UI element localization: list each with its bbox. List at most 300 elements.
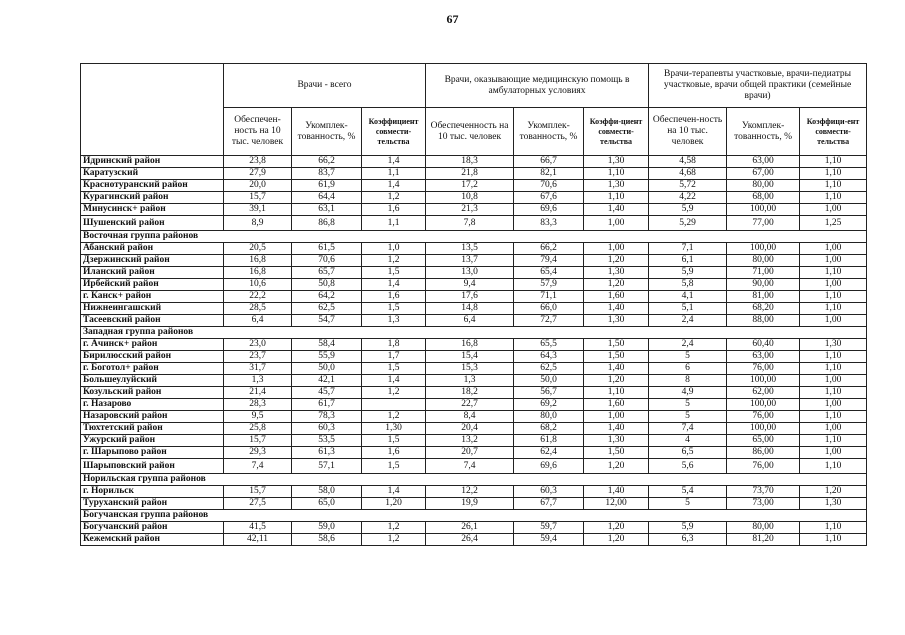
table-cell: 61,7	[292, 399, 362, 411]
section-label: Норильская группа районов	[81, 474, 867, 486]
section-label: Восточная группа районов	[81, 231, 867, 243]
table-cell: 10,8	[426, 192, 514, 204]
table-cell: 1,40	[584, 423, 649, 435]
table-cell: 1,10	[800, 267, 867, 279]
subheader-coefficient: Коэффициент совмести-тельства	[362, 108, 426, 156]
table-cell: 22,7	[426, 399, 514, 411]
table-cell: 1,10	[800, 303, 867, 315]
table-cell: 50,0	[514, 375, 584, 387]
table-cell: 63,1	[292, 204, 362, 216]
table-cell: 4,22	[649, 192, 727, 204]
table-row	[81, 168, 867, 180]
region-name: Краснотуранский район	[81, 180, 224, 192]
table-cell: 26,4	[426, 534, 514, 546]
table-cell: 1,10	[800, 168, 867, 180]
table-cell: 5,1	[649, 303, 727, 315]
region-name: г. Боготол+ район	[81, 363, 224, 375]
table-row	[81, 180, 867, 192]
table-cell: 1,4	[362, 486, 426, 498]
table-cell: 64,2	[292, 291, 362, 303]
table-cell: 1,5	[362, 303, 426, 315]
table-cell: 1,00	[800, 243, 867, 255]
table-cell: 1,10	[800, 435, 867, 447]
table-cell: 66,2	[292, 156, 362, 168]
table-cell: 76,00	[727, 459, 800, 474]
subheader-coefficient: Коэффи-циент совмести-тельства	[584, 108, 649, 156]
subheader-staffing: Укомплек-тованность, %	[292, 108, 362, 156]
table-cell: 1,20	[584, 459, 649, 474]
table-cell: 1,2	[362, 192, 426, 204]
physicians-table	[80, 63, 867, 546]
table-cell: 20,0	[224, 180, 292, 192]
table-cell: 62,00	[727, 387, 800, 399]
table-cell: 1,50	[584, 351, 649, 363]
table-cell: 4	[649, 435, 727, 447]
table-cell: 5,4	[649, 486, 727, 498]
table-cell: 80,00	[727, 180, 800, 192]
region-name: Ирбейский район	[81, 279, 224, 291]
table-cell: 1,20	[584, 375, 649, 387]
table-cell: 59,0	[292, 522, 362, 534]
table-cell: 1,2	[362, 411, 426, 423]
table-cell: 1,50	[584, 447, 649, 459]
table-cell: 67,6	[514, 192, 584, 204]
table-row	[81, 363, 867, 375]
section-row	[81, 327, 867, 339]
table-cell: 41,5	[224, 522, 292, 534]
table-row	[81, 339, 867, 351]
table-cell: 6,4	[426, 315, 514, 327]
table-cell: 53,5	[292, 435, 362, 447]
table-cell: 1,3	[426, 375, 514, 387]
table-cell: 78,3	[292, 411, 362, 423]
table-cell: 100,00	[727, 243, 800, 255]
table-cell: 1,10	[800, 291, 867, 303]
subheader-provision: Обеспечен-ность на 10 тыс. человек	[224, 108, 292, 156]
table-cell: 1,20	[584, 522, 649, 534]
table-cell: 80,00	[727, 255, 800, 267]
table-cell: 1,2	[362, 255, 426, 267]
table-row	[81, 267, 867, 279]
table-cell: 1,10	[584, 387, 649, 399]
table-cell: 1,20	[584, 279, 649, 291]
table-cell: 80,0	[514, 411, 584, 423]
table-cell: 12,2	[426, 486, 514, 498]
table-cell: 80,00	[727, 522, 800, 534]
table-cell: 61,9	[292, 180, 362, 192]
region-name: г. Норильск	[81, 486, 224, 498]
table-cell: 59,7	[514, 522, 584, 534]
table-cell: 13,7	[426, 255, 514, 267]
table-cell: 1,00	[584, 411, 649, 423]
table-row	[81, 399, 867, 411]
region-name: Иланский район	[81, 267, 224, 279]
table-cell: 31,7	[224, 363, 292, 375]
table-cell: 1,30	[584, 267, 649, 279]
table-cell: 1,40	[584, 204, 649, 216]
table-cell: 1,2	[362, 387, 426, 399]
table-cell: 5,29	[649, 216, 727, 231]
table-cell: 66,2	[514, 243, 584, 255]
table-cell: 18,2	[426, 387, 514, 399]
table-cell: 50,8	[292, 279, 362, 291]
table-cell: 55,9	[292, 351, 362, 363]
table-cell: 1,30	[584, 315, 649, 327]
table-cell: 59,4	[514, 534, 584, 546]
table-row	[81, 291, 867, 303]
table-cell: 57,1	[292, 459, 362, 474]
region-name: Большеулуйский	[81, 375, 224, 387]
table-cell: 16,8	[224, 255, 292, 267]
table-cell: 29,3	[224, 447, 292, 459]
table-row	[81, 447, 867, 459]
table-row	[81, 315, 867, 327]
table-cell: 7,4	[649, 423, 727, 435]
region-name: Минусинск+ район	[81, 204, 224, 216]
table-cell: 68,00	[727, 192, 800, 204]
table-cell: 1,5	[362, 459, 426, 474]
table-cell: 58,6	[292, 534, 362, 546]
table-cell: 64,3	[514, 351, 584, 363]
table-cell: 65,5	[514, 339, 584, 351]
table-cell: 1,20	[362, 498, 426, 510]
table-cell: 90,00	[727, 279, 800, 291]
table-cell: 13,5	[426, 243, 514, 255]
table-cell: 1,0	[362, 243, 426, 255]
table-cell: 69,6	[514, 204, 584, 216]
table-cell: 83,7	[292, 168, 362, 180]
table-cell: 57,9	[514, 279, 584, 291]
subheader-staffing: Укомплек-тованность, %	[727, 108, 800, 156]
table-cell: 8,9	[224, 216, 292, 231]
table-cell: 1,40	[584, 303, 649, 315]
table-cell: 1,00	[800, 375, 867, 387]
table-cell: 62,5	[292, 303, 362, 315]
table-row	[81, 255, 867, 267]
region-name: г. Канск+ район	[81, 291, 224, 303]
table-cell: 1,10	[800, 192, 867, 204]
table-cell: 65,0	[292, 498, 362, 510]
table-cell: 83,3	[514, 216, 584, 231]
table-cell: 1,10	[800, 534, 867, 546]
table-row	[81, 243, 867, 255]
region-name: Идринский район	[81, 156, 224, 168]
table-cell: 70,6	[514, 180, 584, 192]
table-cell: 8	[649, 375, 727, 387]
table-cell: 1,30	[800, 498, 867, 510]
table-cell: 1,5	[362, 435, 426, 447]
table-cell: 1,10	[584, 192, 649, 204]
table-cell: 68,2	[514, 423, 584, 435]
section-label: Западная группа районов	[81, 327, 867, 339]
table-cell: 10,6	[224, 279, 292, 291]
table-cell: 17,2	[426, 180, 514, 192]
table-cell: 6,5	[649, 447, 727, 459]
table-cell: 1,60	[584, 399, 649, 411]
table-cell: 27,5	[224, 498, 292, 510]
region-name: Ужурский район	[81, 435, 224, 447]
table-cell: 67,00	[727, 168, 800, 180]
table-cell: 1,5	[362, 363, 426, 375]
table-cell: 19,9	[426, 498, 514, 510]
table-row	[81, 534, 867, 546]
table-cell: 6,4	[224, 315, 292, 327]
table-cell: 88,00	[727, 315, 800, 327]
table-cell: 23,0	[224, 339, 292, 351]
table-cell: 54,7	[292, 315, 362, 327]
table-cell: 16,8	[224, 267, 292, 279]
table-cell: 5,72	[649, 180, 727, 192]
table-row	[81, 303, 867, 315]
table-cell: 5,8	[649, 279, 727, 291]
table-cell: 6,3	[649, 534, 727, 546]
table-cell: 1,10	[800, 363, 867, 375]
table-cell: 77,00	[727, 216, 800, 231]
table-cell: 15,7	[224, 486, 292, 498]
subheader-staffing: Укомплек-тованность, %	[514, 108, 584, 156]
table-cell: 100,00	[727, 399, 800, 411]
table-cell: 13,0	[426, 267, 514, 279]
table-cell: 1,30	[362, 423, 426, 435]
table-cell: 7,4	[426, 459, 514, 474]
table-cell: 70,6	[292, 255, 362, 267]
region-header	[81, 64, 224, 156]
table-cell: 15,7	[224, 192, 292, 204]
table-cell: 7,1	[649, 243, 727, 255]
table-cell: 1,20	[584, 534, 649, 546]
table-cell: 39,1	[224, 204, 292, 216]
table-cell: 1,10	[800, 459, 867, 474]
table-cell: 60,3	[292, 423, 362, 435]
table-cell: 1,10	[800, 156, 867, 168]
table-cell: 1,40	[584, 363, 649, 375]
table-cell: 71,00	[727, 267, 800, 279]
region-name: Козульский район	[81, 387, 224, 399]
table-cell: 1,00	[800, 399, 867, 411]
table-cell: 1,00	[800, 315, 867, 327]
table-cell: 76,00	[727, 363, 800, 375]
table-cell: 1,00	[584, 216, 649, 231]
table-cell: 1,6	[362, 291, 426, 303]
region-name: Богучанский район	[81, 522, 224, 534]
region-name: Нижнеингашский	[81, 303, 224, 315]
table-cell: 27,9	[224, 168, 292, 180]
table-cell: 1,00	[800, 279, 867, 291]
table-cell: 1,00	[800, 204, 867, 216]
subheader-coefficient: Коэффици-ент совмести-тельства	[800, 108, 867, 156]
table-cell: 15,7	[224, 435, 292, 447]
table-cell: 1,30	[800, 339, 867, 351]
table-cell: 21,3	[426, 204, 514, 216]
table-row	[81, 279, 867, 291]
table-cell: 60,3	[514, 486, 584, 498]
table-cell: 14,8	[426, 303, 514, 315]
table-cell: 1,2	[362, 522, 426, 534]
region-name: г. Ачинск+ район	[81, 339, 224, 351]
table-cell: 5	[649, 351, 727, 363]
table-cell: 5	[649, 411, 727, 423]
table-cell: 5	[649, 399, 727, 411]
table-cell: 7,8	[426, 216, 514, 231]
table-row	[81, 192, 867, 204]
table-cell: 15,4	[426, 351, 514, 363]
table-cell: 2,4	[649, 339, 727, 351]
table-cell: 1,10	[800, 522, 867, 534]
table-cell: 1,00	[800, 255, 867, 267]
section-row	[81, 231, 867, 243]
page-number: 67	[446, 12, 459, 26]
table-cell: 76,00	[727, 411, 800, 423]
table-row	[81, 204, 867, 216]
table-cell: 4,1	[649, 291, 727, 303]
table-cell: 20,5	[224, 243, 292, 255]
table-cell: 15,3	[426, 363, 514, 375]
table-row	[81, 498, 867, 510]
table-cell: 1,00	[800, 447, 867, 459]
table-cell: 5,6	[649, 459, 727, 474]
table-cell: 65,7	[292, 267, 362, 279]
table-cell: 58,4	[292, 339, 362, 351]
table-body	[81, 156, 867, 546]
table-cell: 4,68	[649, 168, 727, 180]
region-name: Тюхтетский район	[81, 423, 224, 435]
section-row	[81, 474, 867, 486]
table-cell: 5,9	[649, 522, 727, 534]
table-cell: 82,1	[514, 168, 584, 180]
table-cell: 1,8	[362, 339, 426, 351]
table-cell: 21,4	[224, 387, 292, 399]
region-name: Шушенский район	[81, 216, 224, 231]
table-cell: 5	[649, 498, 727, 510]
table-cell: 1,00	[584, 243, 649, 255]
table-cell: 1,30	[584, 180, 649, 192]
table-cell: 12,00	[584, 498, 649, 510]
table-cell: 1,3	[224, 375, 292, 387]
table-cell: 68,20	[727, 303, 800, 315]
table-cell: 1,00	[800, 423, 867, 435]
table-cell: 65,4	[514, 267, 584, 279]
table-cell: 65,00	[727, 435, 800, 447]
table-cell: 5,9	[649, 267, 727, 279]
region-name: Кежемский район	[81, 534, 224, 546]
table-cell: 73,70	[727, 486, 800, 498]
table-cell: 69,6	[514, 459, 584, 474]
table-cell: 1,2	[362, 534, 426, 546]
region-name: Шарыповский район	[81, 459, 224, 474]
table-cell: 23,7	[224, 351, 292, 363]
table-row	[81, 351, 867, 363]
table-cell: 79,4	[514, 255, 584, 267]
table-cell: 16,8	[426, 339, 514, 351]
table-cell: 22,2	[224, 291, 292, 303]
table-cell: 63,00	[727, 351, 800, 363]
table-cell: 1,4	[362, 375, 426, 387]
table-cell: 1,10	[800, 351, 867, 363]
table-cell: 9,4	[426, 279, 514, 291]
table-row	[81, 459, 867, 474]
table-cell: 1,4	[362, 156, 426, 168]
table-cell: 1,60	[584, 291, 649, 303]
table-cell: 1,6	[362, 447, 426, 459]
table-cell: 61,3	[292, 447, 362, 459]
table-cell: 25,8	[224, 423, 292, 435]
table-cell: 100,00	[727, 375, 800, 387]
region-name: Назаровский район	[81, 411, 224, 423]
region-name: Каратузский	[81, 168, 224, 180]
table-cell: 17,6	[426, 291, 514, 303]
group-header-district-therapists: Врачи-терапевты участковые, врачи-педиатры участковые, врачи общей практики (семейные врачи)	[649, 64, 867, 108]
table-cell: 1,30	[584, 156, 649, 168]
section-row	[81, 510, 867, 522]
table-cell: 6	[649, 363, 727, 375]
table-cell	[362, 399, 426, 411]
region-name: г. Назарово	[81, 399, 224, 411]
table-row	[81, 156, 867, 168]
table-cell: 1,4	[362, 180, 426, 192]
table-cell: 42,1	[292, 375, 362, 387]
table-row	[81, 375, 867, 387]
table-cell: 7,4	[224, 459, 292, 474]
table-row	[81, 387, 867, 399]
table-cell: 1,5	[362, 267, 426, 279]
table-cell: 45,7	[292, 387, 362, 399]
table-cell: 28,3	[224, 399, 292, 411]
table-cell: 28,5	[224, 303, 292, 315]
table-cell: 81,20	[727, 534, 800, 546]
table-cell: 67,7	[514, 498, 584, 510]
table-cell: 62,4	[514, 447, 584, 459]
table-cell: 13,2	[426, 435, 514, 447]
table-cell: 58,0	[292, 486, 362, 498]
table-cell: 1,10	[800, 180, 867, 192]
table-row	[81, 486, 867, 498]
table-row	[81, 435, 867, 447]
table-cell: 56,7	[514, 387, 584, 399]
table-cell: 66,7	[514, 156, 584, 168]
table-cell: 9,5	[224, 411, 292, 423]
region-name: Дзержинский район	[81, 255, 224, 267]
table-cell: 4,9	[649, 387, 727, 399]
table-cell: 2,4	[649, 315, 727, 327]
table-cell: 61,8	[514, 435, 584, 447]
table-row	[81, 216, 867, 231]
table-cell: 4,58	[649, 156, 727, 168]
table-cell: 1,7	[362, 351, 426, 363]
table-cell: 64,4	[292, 192, 362, 204]
table-cell: 23,8	[224, 156, 292, 168]
table-row	[81, 411, 867, 423]
region-name: Курагинский район	[81, 192, 224, 204]
table-cell: 1,10	[800, 411, 867, 423]
subheader-provision: Обеспеченность на 10 тыс. человек	[426, 108, 514, 156]
table-cell: 1,3	[362, 315, 426, 327]
table-cell: 1,1	[362, 216, 426, 231]
region-name: Тасеевский район	[81, 315, 224, 327]
region-name: Абанский район	[81, 243, 224, 255]
region-name: Бирилюсский район	[81, 351, 224, 363]
group-header-outpatient: Врачи, оказывающие медицинскую помощь в амбулаторных условиях	[426, 64, 649, 108]
table-cell: 73,00	[727, 498, 800, 510]
table-cell: 1,4	[362, 279, 426, 291]
subheader-provision: Обеспечен-ность на 10 тыс. человек	[649, 108, 727, 156]
table-cell: 1,20	[800, 486, 867, 498]
table-cell: 1,20	[584, 255, 649, 267]
table-cell: 26,1	[426, 522, 514, 534]
table-cell: 21,8	[426, 168, 514, 180]
table-cell: 63,00	[727, 156, 800, 168]
table-cell: 1,10	[584, 168, 649, 180]
table-cell: 50,0	[292, 363, 362, 375]
